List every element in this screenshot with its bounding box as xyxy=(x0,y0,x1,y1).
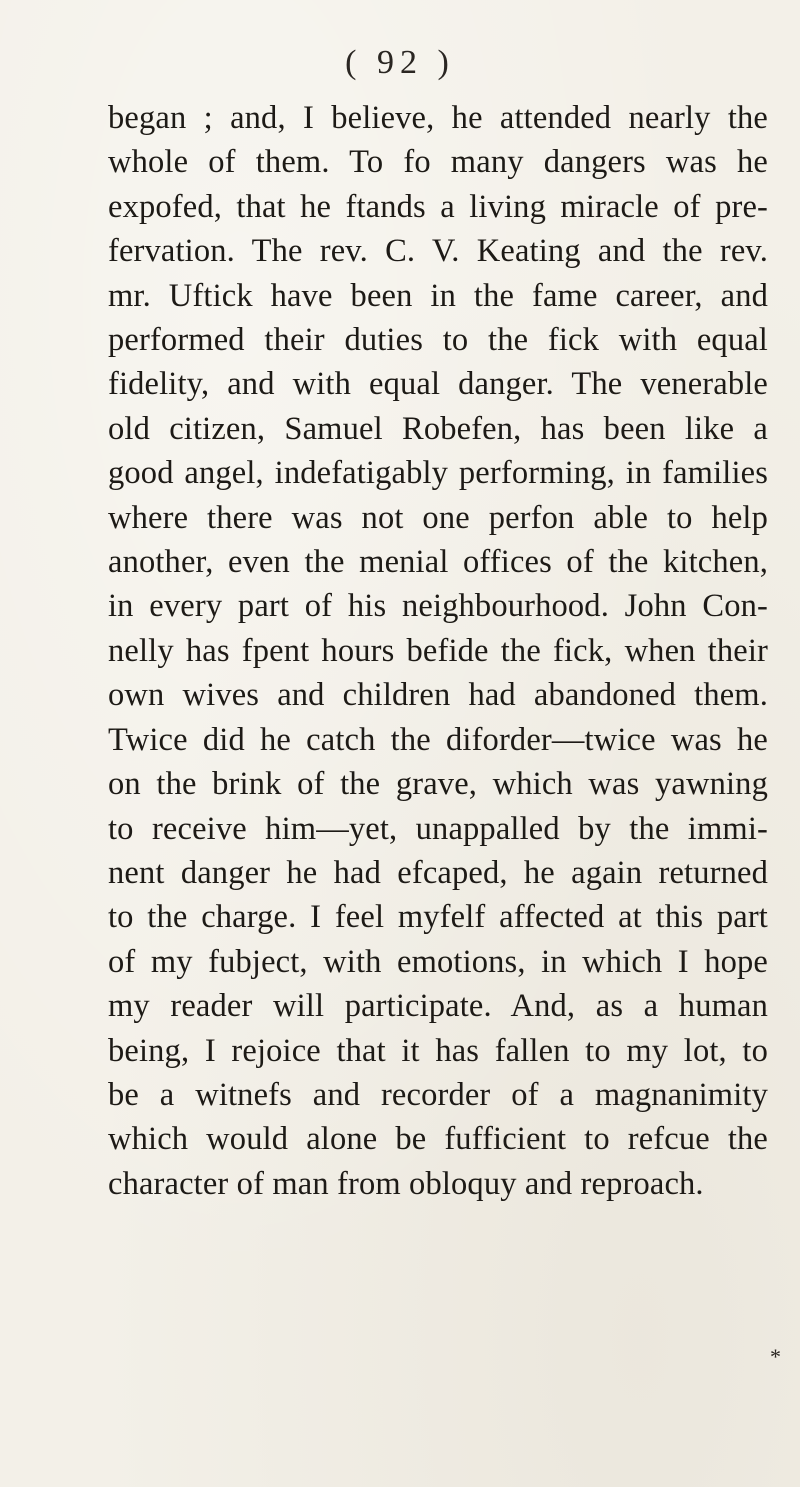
text-line: my reader will participate. And, as a human xyxy=(108,988,768,1025)
footer-mark: * xyxy=(770,1344,781,1369)
text-line: fidelity, and with equal danger. The venerable xyxy=(108,366,768,403)
text-line: whole of them. To fo many dangers was he xyxy=(108,144,768,181)
text-line: mr. Uftick have been in the fame career, and xyxy=(108,277,768,314)
text-line: old citizen, Samuel Robefen, has been like a xyxy=(108,410,768,447)
text-line: began ; and, I believe, he attended nearly the xyxy=(108,100,768,136)
page-number: ( 92 ) xyxy=(345,44,455,81)
text-line: to receive him—yet, unappalled by the immi- xyxy=(108,810,768,847)
text-line: expofed, that he ftands a living miracle of pre- xyxy=(108,188,768,225)
text-line: fervation. The rev. C. V. Keating and the rev. xyxy=(108,233,768,270)
text-line: in every part of his neighbourhood. John Con- xyxy=(108,588,768,625)
text-line: to the charge. I feel myfelf affected at this part xyxy=(108,899,768,936)
text-line: nelly has fpent hours befide the fick, when their xyxy=(108,632,768,669)
text-line: being, I rejoice that it has fallen to my lot, to xyxy=(108,1032,768,1069)
body-paragraph xyxy=(108,96,768,1206)
text-line: be a witnefs and recorder of a magnanimity xyxy=(108,1076,768,1113)
text-line: where there was not one perfon able to help xyxy=(108,499,768,536)
text-line: Twice did he catch the diforder—twice was he xyxy=(108,721,768,758)
text-line: on the brink of the grave, which was yawning xyxy=(108,766,768,803)
text-line: which would alone be fufficient to refcue the xyxy=(108,1121,768,1158)
text-line: character of man from obloquy and reproach. xyxy=(108,1165,704,1202)
text-line: good angel, indefatigably performing, in families xyxy=(108,455,768,492)
text-line: another, even the menial offices of the kitchen, xyxy=(108,544,768,581)
text-line: performed their duties to the fick with equal xyxy=(108,322,768,359)
text-line: of my fubject, with emotions, in which I hope xyxy=(108,943,768,980)
text-line: nent danger he had efcaped, he again returned xyxy=(108,854,768,891)
text-line: own wives and children had abandoned them. xyxy=(108,677,768,714)
